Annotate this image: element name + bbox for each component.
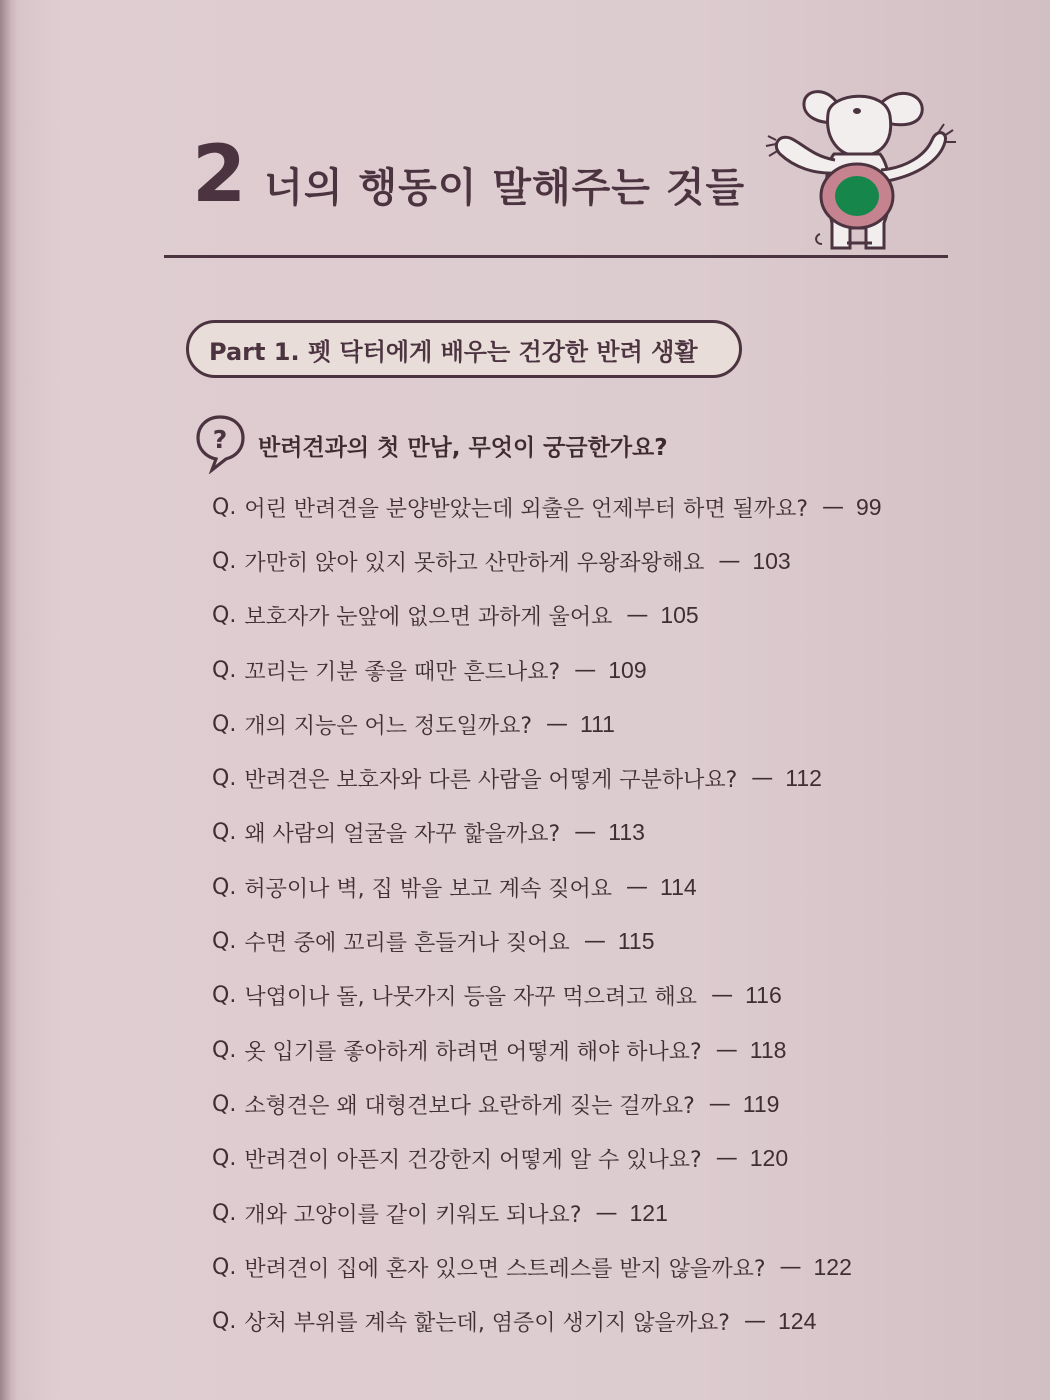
question-text: 수면 중에 꼬리를 흔들거나 짖어요: [244, 931, 570, 957]
question-bubble-icon: [192, 412, 248, 474]
page-number: 115: [617, 928, 655, 955]
toc-item: [212, 1132, 1002, 1186]
page-number: 114: [660, 873, 697, 900]
question-prefix: Q.: [212, 929, 237, 955]
question-text: 반려견이 아픈지 건강한지 어떻게 알 수 있나요?: [244, 1148, 702, 1174]
page-number: 109: [608, 656, 647, 683]
dog-illustration: [760, 78, 960, 258]
chapter-title-text: 너의 행동이 말해주는 것들: [264, 165, 746, 211]
question-text: 반려견은 보호자와 다른 사람을 어떻게 구분하나요?: [244, 768, 738, 794]
page-separator: —: [743, 1309, 766, 1335]
toc-item: [212, 751, 1002, 805]
question-prefix: Q.: [212, 711, 237, 737]
toc-item: [212, 534, 1002, 588]
toc-item: [212, 969, 1002, 1023]
question-prefix: Q.: [212, 1254, 237, 1280]
page-separator: —: [595, 1200, 618, 1226]
page-separator: —: [574, 820, 597, 846]
question-prefix: Q.: [212, 983, 237, 1009]
toc-item: [212, 1023, 1002, 1077]
section-title: 반려견과의 첫 만남, 무엇이 궁금한가요?: [258, 434, 668, 461]
page-separator: —: [626, 874, 649, 900]
page-number: 118: [749, 1036, 787, 1063]
page-separator: —: [718, 548, 741, 574]
svg-text:?: ?: [212, 425, 228, 454]
chapter-number: 2: [192, 130, 247, 220]
page-separator: —: [711, 983, 734, 1009]
page-separator: —: [715, 1037, 738, 1063]
page-number: 111: [580, 710, 615, 737]
question-text: 보호자가 눈앞에 없으면 과하게 울어요: [244, 605, 613, 631]
question-prefix: Q.: [212, 874, 237, 900]
question-prefix: Q.: [212, 657, 237, 683]
question-text: 옷 입기를 좋아하게 하려면 어떻게 해야 하나요?: [244, 1039, 702, 1065]
toc-item: [212, 1077, 1002, 1131]
question-text: 상처 부위를 계속 핥는데, 염증이 생기지 않을까요?: [244, 1311, 730, 1337]
question-text: 가만히 앉아 있지 못하고 산만하게 우왕좌왕해요: [244, 550, 705, 576]
question-prefix: Q.: [212, 1309, 237, 1335]
toc-item: [212, 589, 1002, 643]
page-separator: —: [708, 1091, 731, 1117]
toc-item: [212, 643, 1002, 697]
page-gutter: [0, 0, 10, 1400]
toc-item: [212, 860, 1002, 914]
question-prefix: Q.: [212, 548, 237, 574]
page-number: 119: [742, 1090, 780, 1117]
question-prefix: Q.: [212, 1200, 237, 1226]
question-text: 낙엽이나 돌, 나뭇가지 등을 자꾸 먹으려고 해요: [244, 985, 698, 1011]
page-separator: —: [751, 766, 774, 792]
section-heading: [192, 410, 668, 476]
page-number: 99: [856, 493, 882, 520]
question-text: 개와 고양이를 같이 키워도 되나요?: [244, 1202, 582, 1228]
question-text: 허공이나 벽, 집 밖을 보고 계속 짖어요: [244, 876, 613, 902]
page-separator: —: [546, 711, 568, 737]
toc-item: [212, 806, 1002, 860]
question-prefix: Q.: [212, 1091, 237, 1117]
page-separator: —: [626, 603, 649, 629]
page-number: 113: [608, 819, 645, 846]
question-prefix: Q.: [212, 820, 237, 846]
toc-item: [212, 1240, 1002, 1294]
page-number: 121: [629, 1199, 668, 1226]
page-number: 116: [745, 982, 782, 1009]
toc-item: [212, 480, 1002, 534]
question-prefix: Q.: [212, 766, 237, 792]
page-number: 120: [749, 1145, 789, 1172]
page-number: 103: [752, 547, 791, 574]
toc-item: [212, 697, 1002, 751]
toc-item: [212, 914, 1002, 968]
page-number: 122: [813, 1253, 852, 1280]
question-text: 왜 사람의 얼굴을 자꾸 핥을까요?: [244, 822, 561, 848]
chapter-title: [192, 130, 746, 220]
question-prefix: Q.: [212, 494, 237, 520]
page-number: 124: [777, 1308, 817, 1335]
question-prefix: Q.: [212, 1146, 237, 1172]
part-label: Part 1. 펫 닥터에게 배우는 건강한 반려 생활: [209, 337, 698, 366]
toc-item: [212, 1186, 1002, 1240]
question-prefix: Q.: [212, 603, 237, 629]
page-separator: —: [574, 657, 597, 683]
chapter-rule: [164, 255, 948, 258]
question-prefix: Q.: [212, 1037, 237, 1063]
page-separator: —: [822, 494, 844, 520]
page-number: 112: [785, 765, 822, 792]
question-text: 어린 반려견을 분양받았는데 외출은 언제부터 하면 될까요?: [244, 496, 808, 522]
page-number: 105: [660, 602, 699, 629]
question-text: 반려견이 집에 혼자 있으면 스트레스를 받지 않을까요?: [244, 1256, 766, 1282]
page-separator: —: [779, 1254, 802, 1280]
question-text: 개의 지능은 어느 정도일까요?: [244, 713, 532, 739]
toc-item: [212, 1294, 1002, 1348]
page-separator: —: [583, 929, 606, 955]
question-text: 꼬리는 기분 좋을 때만 흔드나요?: [244, 659, 561, 685]
page-separator: —: [715, 1146, 738, 1172]
part-label-box: [186, 320, 742, 378]
question-text: 소형견은 왜 대형견보다 요란하게 짖는 걸까요?: [244, 1093, 695, 1119]
toc-list: [212, 480, 1002, 1349]
